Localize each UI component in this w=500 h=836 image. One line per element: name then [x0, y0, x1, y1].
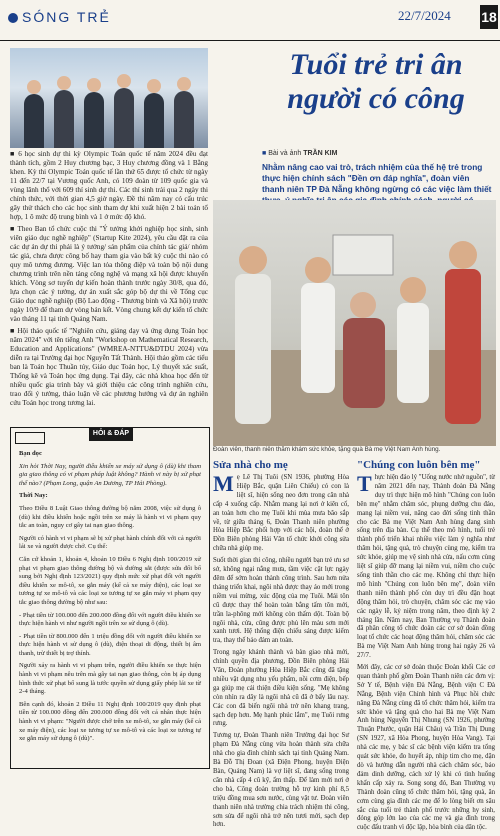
section-name: SÓNG TRẺ: [22, 9, 111, 25]
qa-reader-heading: Bạn đọc: [19, 450, 42, 457]
newspaper-logo: [445, 3, 481, 33]
qa-answer: Người có hành vi vi phạm sẽ bị xử phạt hành chính đối với cả người lái xe và người được chở. Cụ thể:: [19, 534, 201, 551]
qa-question: Xin hỏi Thời Nay, người điều khiển xe máy sử dụng ô (dù) khi tham gia giao thông có vi phạm pháp luật không? Hành vi này bị xử phạt thế nào? (Phạm Long, quận An Dương, TP Hải Phòng).: [19, 462, 201, 487]
drop-cap: M: [213, 471, 234, 496]
photo-people-illustration: [213, 200, 496, 446]
person-figure: [144, 93, 164, 148]
section-heading-home-repair: Sửa nhà cho mẹ: [213, 459, 288, 471]
article-lead: Nhằm nâng cao vai trò, trách nhiệm của thế hệ trẻ trong thực hiện chính sách "Đền ơn đáp nghĩa", đoàn viên thanh niên TP Đà Nẵng không ngừng có các việc làm thiết: [262, 162, 492, 194]
person-figure: [84, 92, 104, 148]
olympiad-team-photo: [10, 48, 208, 148]
qa-answer: Bên cạnh đó, khoản 2 Điều 11 Nghị định 100/2019 quy định phạt tiền từ 100.000 đồng đến 200.000 đồng đối với cá nhân thực hiện hành vi vi phạm: "Người được chở trên xe mô-tô, xe gắn máy (kể cả xe máy điện), các loại xe tương tự xe mô-tô và các loại xe tương tự xe gắn máy sử dụng ô (dù)".: [19, 700, 201, 743]
photo-caption: Đoàn viên, thanh niên thăm khám sức khỏe, tặng quà Bà mẹ Việt Nam Anh hùng.: [213, 446, 441, 453]
person-figure: [54, 90, 74, 148]
section-heading-with-mothers: "Chúng con luôn bên mẹ": [357, 459, 481, 471]
brief-workshop: ■ Hội thảo quốc tế "Nghiên cứu, giảng dạy và ứng dụng Toán học năm 2024" với tên tiếng Anh "Workshop on Mathematical Research, Education and Applications" (WMREA-NTTU&DTDU 2024) vừa diễn ra tại Trường đại học Nguyễn Tất Thành. Hội thảo gồm các tiểu ban là Toán học Thuần túy, Giáo dục Toán học, Lý thuyết xác suất, Thống kê và Toán học ứng dụng. Tại đây, các nhà khoa học đến từ nhiều quốc gia trình bày và giới thiệu các công trình nghiên cứu, trao đổi ý tưởng, thảo luận về các phương hướng và dự án nghiên cứu Toán học trong tương lai.: [10, 327, 208, 407]
qa-answer-heading: Thời Nay:: [19, 492, 48, 500]
qa-tag: HỎI & ĐÁP: [89, 427, 133, 441]
volunteers-photo: [213, 200, 496, 446]
section-bullet-icon: [8, 13, 18, 23]
person-figure: [24, 94, 44, 148]
brief-startup: ■ Theo Ban tổ chức cuộc thi "Ý tưởng khởi nghiệp học sinh, sinh viên giáo dục nghề nghiệp" (Startup Kite 2024), yêu cầu đặt ra của các dự án dự thi phải là ý tưởng/ sản phẩm của chính tác giả/ nhóm tác giả, chưa được công bố hay tham gia vào bất kỳ cuộc thi nào có quy mô tương đương. Việc lan tỏa thông điệp và toàn bộ nội dung chương trình trên nền tảng công nghệ và mạng xã hội được khuyến khích. Vòng sơ tuyển dự kiến hoàn thành trước ngày 30/8, qua đó, lựa chọn các ý tưởng, dự án xuất sắc góp bộ dự thi về Tổng cục Giáo dục nghề nghiệp (Bộ Lao động - Thương binh và Xã hội) trước ngày 10/9 để tham dự vòng bán kết. Vòng chung kết dự kiến tổ chức vào tháng 11 tại tỉnh Quảng Nam.: [10, 225, 208, 323]
qa-answer: - Phạt tiền từ 100.000 đến 200.000 đồng đối với người điều khiển xe thực hiện hành vi như người ngồi trên xe sử dụng ô (dù).: [19, 611, 201, 628]
page-header: [0, 0, 500, 41]
news-briefs: [10, 150, 208, 411]
qa-box: [10, 427, 210, 769]
qa-answer: Người xảy ra hành vi vi phạm trên, người điều khiển xe thực hiện hành vi vi phạm nêu trên mà gây tai nạn giao thông, còn bị áp dụng hình thức xử phạt bổ sung là tước quyền sử dụng giấy phép lái xe từ 2-4 tháng.: [19, 662, 201, 696]
article-title: Tuổi trẻ tri ân người có công: [287, 48, 465, 115]
page-number: 18: [480, 5, 498, 29]
qa-frame: [15, 432, 45, 444]
issue-date: 22/7/2024: [398, 8, 451, 23]
qa-answer: Theo Điều 8 Luật Giao thông đường bộ năm 2008, việc sử dụng ô (dù) khi điều khiển hoặc ngồi trên xe máy là hành vi vi phạm quy tắc an toàn, nguy cơ gây tai nạn giao thông.: [19, 504, 201, 530]
drop-cap: T: [357, 471, 372, 496]
person-figure: [114, 88, 134, 148]
qa-answer: Căn cứ khoản 1, khoản 4, khoản 10 Điều 6 Nghị định 100/2019 xử phạt vi phạm giao thông đường bộ và đường sắt (được sửa đổi bổ sung bởi Nghị định 123/2021) quy định mức xử phạt đối với người điều khiển xe mô-tô, xe gắn máy (kể cả xe máy điện), các loại xe tương tự xe mô-tô và các loại xe tương tự xe gắn máy vi phạm quy tắc giao thông đường bộ như sau:: [19, 555, 201, 606]
person-figure: [174, 91, 194, 148]
brief-olympiad: ■ 6 học sinh dự thi kỳ Olympic Toán quốc tế năm 2024 đều đạt thành tích, gồm 2 Huy chương bạc, 3 Huy chương đồng và 1 Bằng khen. Kỳ thi Olympic Toán quốc tế lần thứ 65 được tổ chức từ ngày 11 đến 22/7 tại Vương quốc Anh, có 109 đoàn từ 109 quốc gia và vùng lãnh thổ với 609 thí sinh dự thi. Các thí sinh trải qua 2 ngày thi chính thức, với thời gian 4,5 giờ ngày. Đề thi năm nay có cấu trúc gây thử thách cho các học sinh tham dự khi xuất hiện 2 bài toán tổ hợp, 1 ô mức độ trung bình và 1 ở mức độ khó.: [10, 150, 208, 221]
section-body-with-mothers: Thực hiện đáo lý "Uống nước nhớ nguồn", từ năm 2021 đến nay, Thành đoàn Đà Nẵng duy trì thực hiện mô hình "Chúng con luôn bên mẹ" nhằm chăm sóc, phụng dưỡng chu đáo, mang lại niềm vui, nâng cao đời sống tinh thần cho các Bà mẹ Việt Nam Anh hùng đang sinh sống trên địa bàn. Cụ thể theo mô hình, tuổi trẻ thành phố triển khai nhiều việc làm ý nghĩa như thăm hỏi, tặng quà, trò chuyện cùng mẹ, kiểm tra sức khỏe, giúp mẹ vệ sinh nhà cửa, nấu cơm cùng liệt sĩ giúp đỡ mang lại niềm vui, niềm cho cuộc sống tinh thần cho các mẹ. Không chỉ thực hiện mô hình "Chúng con luôn bên mẹ", đoàn viên thanh niên thành phố còn duy trì đều đặn hoạt động thăm hỏi, trò chuyện, chăm sóc các mẹ vào các ngày lễ, kỷ niệm trong năm, theo định kỳ 2 tháng lần. Năm nay, Ban Thường vụ Thành đoàn đã phân công tổ chức đoàn các cơ sở đoàn đồng loạt tổ chức các hoạt động thăm hỏi, chăm sóc các Bà mẹ Việt Nam Anh hùng trong hai ngày 26 và 27/7. Mới đây, các cơ sở đoàn thuộc Đoàn khối Các cơ quan thành phố gồm Đoàn Thanh niên các đơn vị: Sở Y tế, Bệnh viện Đà Nẵng, Bệnh viện C Đà Nẵng, Bệnh viện Chỉnh hình và Phục hồi chức năng Đà Nẵng cùng đã tổ chức thăm hỏi, kiểm tra sức khỏe và tặng quà cho hai Bà mẹ Việt Nam Anh hùng Nguyễn Thị Nhung (SN 1926, phường Thuận Phước, quận Hải Châu) và Trần Thị Dung (SN 1927, xã Hòa Phong, huyện Hòa Vang). Tại nhà các mẹ, y bác sĩ các bệnh viện kiểm tra tổng quát sức khỏe, đo huyết áp, nhịp tim cho mẹ, dặn dò và hướng dẫn người nhà cách chăm sóc, bảo đảm dinh dưỡng, cách xử lý khi có tình huống khẩn cấp xảy ra. Song song đó, Ban Thường vụ Thành đoàn cũng tổ chức thăm hỏi, tặng quà, ăn cơm cùng gia đình các mẹ để lo lòng biết ơn sâu sắc của tuổi trẻ thành phố trước những hy sinh, đóng góp lớn lao của các mẹ và gia đình trong cuộc đấu tranh vì độc lập, hòa bình của dân tộc.: [357, 471, 495, 832]
section-body-home-repair: Mẹ Lê Thị Tuôi (SN 1936, phường Hòa Hiệp Bắc, quận Liên Chiểu) có con là liệt sĩ, hiện sống neo đơn trong căn nhà cấp 4 xuống cấp. Nhằm mang lại nơi ở kiên cố, an toàn hơn cho mẹ Tuôi khi mùa mưa bão sắp về, từ giữa tháng 6, Đoàn Thanh niên phường Hòa Hiệp Bắc phối hợp với các hội, đoàn thể ở Đồn Biên phòng Hải Vân tổ chức khởi công sửa chữa nhà giúp mẹ. Suốt thời gian thi công, nhiều người bạn trẻ ưu sơ sở, không ngại nắng mưa, tầm việc cật lực ngày đêm để sớm hoàn thành công trình. Sau hơn nửa tháng triển khai, ngôi nhà được thay áo mới trong niềm vui mừng, xúc động của mẹ Tuôi. Mái tôn cũ được thay thế hoàn toàn bằng tấm tôn mới, trần la-phông mới không còn thấm dột. Toàn bộ ngôi nhà, cửa, cũng được phủ lên màu sơn mới xanh tươi. Hệ thống điện chiếu sáng được kiểm tra, thay thế bảo đảm an toàn. Trong ngày khánh thành và bàn giao nhà mới, chính quyền địa phương, Đồn Biên phòng Hải Vân, Đoàn phường Hòa Hiệp Bắc cũng đã tặng nhiều vật dụng nhu yếu phẩm, nồi cơm điện, bếp ga giúp mẹ cải thiện điều kiện sống. "Mẹ không còn nhìn ra dây là ngôi nhà cũ đã ở bấy lâu nay. Các con đã biến ngôi nhà trở nên khang trang, sạch đẹp hơn. Mẹ hạnh phúc lắm", mẹ Tuôi rưng rưng. Tương tự, Đoàn Thanh niên Trường đại học Sư phạm Đà Nẵng cùng vừa hoàn thành sửa chữa nhà cho gia đình chính sách tại tỉnh Quảng Nam. Bà Đỗ Thị Đoan (xã Điện Phong, huyện Điện Bàn, Quảng Nam) là vợ liệt sĩ, đang sống trong căn nhà cấp 4 cũ kỹ, ẩm thấp. Để làm mới nơi ở cho bà, Công đoàn trường hỗ trợ kinh phí 8,5 triệu đồng mua sơn nước, cùng vật tư. Đoàn viên thanh niên nhà trường chia trách nhiệm thi công, sơn sửa để ngôi nhà trở nên tươi mới, sạch đẹp hơn.: [213, 471, 349, 829]
byline: ■ Bài và ảnh TRẦN KIM: [262, 150, 338, 157]
qa-answer: - Phạt tiền từ 800.000 đến 1 triệu đồng đối với người điều khiển xe thực hiện hành vi sử dụng ô (dù), điện thoại di động, thiết bị âm thanh, trừ thiết bị trợ thính.: [19, 632, 201, 657]
